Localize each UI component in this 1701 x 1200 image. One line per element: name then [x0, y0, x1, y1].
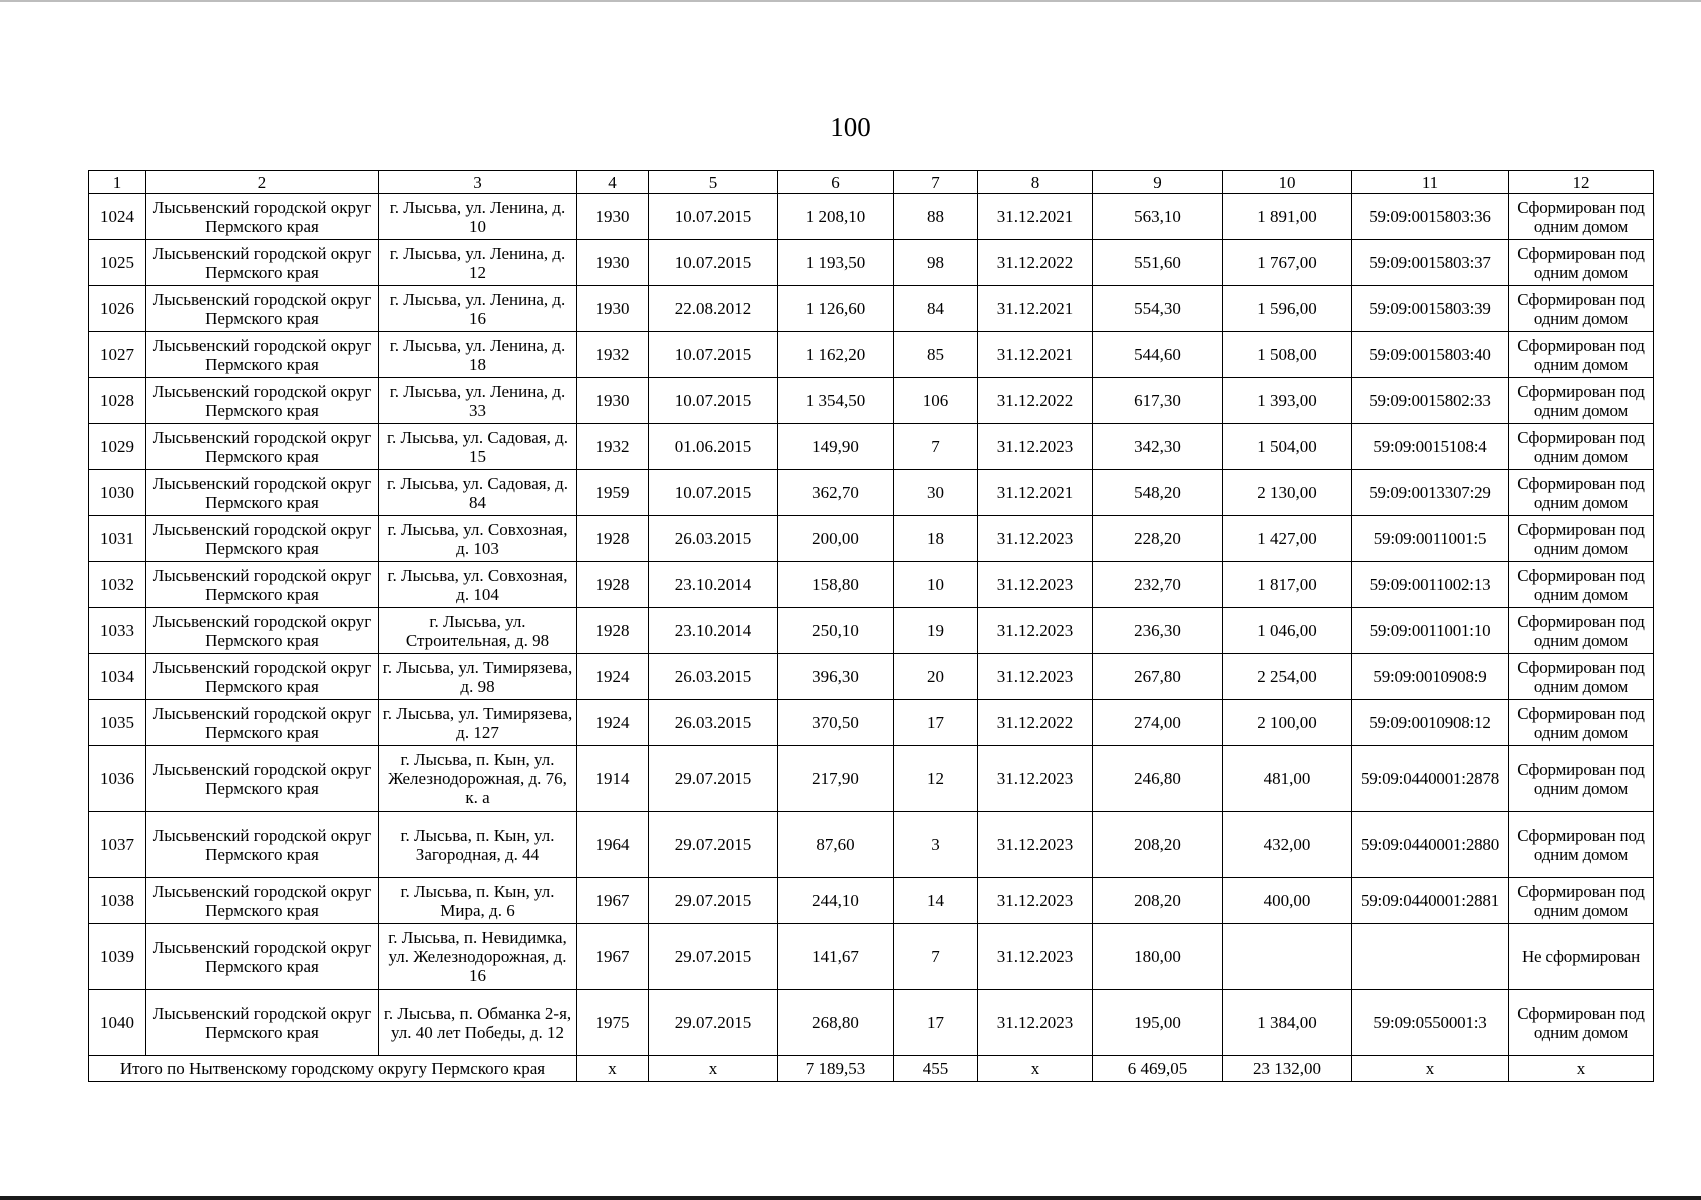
municipality-cell: Лысьвенский городской округ Пермского края: [146, 746, 379, 812]
table-row: [89, 332, 1654, 378]
plot-status-cell: Сформирован под одним домом: [1509, 700, 1654, 746]
row-number-cell: 1024: [89, 194, 146, 240]
cadastral-number-cell: 59:09:0010908:9: [1352, 654, 1509, 700]
living-area-cell: 141,67: [778, 924, 894, 990]
page-number: 100: [830, 112, 871, 142]
recognition-date-cell: 10.07.2015: [649, 194, 778, 240]
municipality-cell: Лысьвенский городской округ Пермского края: [146, 654, 379, 700]
total-land-area: 6 469,05: [1093, 1056, 1223, 1082]
recognition-date-cell: 26.03.2015: [649, 654, 778, 700]
year-built-cell: 1959: [577, 470, 649, 516]
resettlement-deadline-cell: 31.12.2023: [978, 608, 1093, 654]
address-cell: г. Лысьва, ул. Совхозная, д. 103: [379, 516, 577, 562]
table-row: [89, 286, 1654, 332]
recognition-date-cell: 23.10.2014: [649, 562, 778, 608]
resettlement-deadline-cell: 31.12.2023: [978, 812, 1093, 878]
resettlement-deadline-cell: 31.12.2023: [978, 562, 1093, 608]
municipality-cell: Лысьвенский городской округ Пермского края: [146, 562, 379, 608]
year-built-cell: 1967: [577, 924, 649, 990]
row-number-cell: 1025: [89, 240, 146, 286]
resettlement-deadline-cell: 31.12.2023: [978, 990, 1093, 1056]
year-built-cell: 1930: [577, 378, 649, 424]
plot-status-cell: Сформирован под одним домом: [1509, 470, 1654, 516]
total-status: х: [1509, 1056, 1654, 1082]
cadastral-number-cell: 59:09:0015108:4: [1352, 424, 1509, 470]
table-row: [89, 654, 1654, 700]
address-cell: г. Лысьва, ул. Садовая, д. 84: [379, 470, 577, 516]
row-number-cell: 1039: [89, 924, 146, 990]
row-number-cell: 1026: [89, 286, 146, 332]
header-cell: 7: [894, 171, 978, 194]
year-built-cell: 1964: [577, 812, 649, 878]
recognition-date-cell: 26.03.2015: [649, 700, 778, 746]
plot-status-cell: Не сформирован: [1509, 924, 1654, 990]
residents-count-cell: 7: [894, 924, 978, 990]
municipality-cell: Лысьвенский городской округ Пермского края: [146, 516, 379, 562]
header-cell: 1: [89, 171, 146, 194]
total-area: 7 189,53: [778, 1056, 894, 1082]
row-number-cell: 1029: [89, 424, 146, 470]
municipality-cell: Лысьвенский городской округ Пермского края: [146, 240, 379, 286]
address-cell: г. Лысьва, ул. Строительная, д. 98: [379, 608, 577, 654]
living-area-cell: 1 208,10: [778, 194, 894, 240]
living-area-cell: 370,50: [778, 700, 894, 746]
residents-count-cell: 18: [894, 516, 978, 562]
header-cell: 12: [1509, 171, 1654, 194]
residents-count-cell: 17: [894, 700, 978, 746]
plot-status-cell: Сформирован под одним домом: [1509, 194, 1654, 240]
table-row: [89, 878, 1654, 924]
header-cell: 9: [1093, 171, 1223, 194]
row-number-cell: 1030: [89, 470, 146, 516]
cadastral-number-cell: 59:09:0440001:2881: [1352, 878, 1509, 924]
table-row: [89, 378, 1654, 424]
year-built-cell: 1930: [577, 240, 649, 286]
residents-count-cell: 84: [894, 286, 978, 332]
residents-count-cell: 19: [894, 608, 978, 654]
plot-area-cell: 1 427,00: [1223, 516, 1352, 562]
table-row: [89, 924, 1654, 990]
residents-count-cell: 14: [894, 878, 978, 924]
land-area-cell: 548,20: [1093, 470, 1223, 516]
plot-status-cell: Сформирован под одним домом: [1509, 812, 1654, 878]
year-built-cell: 1967: [577, 878, 649, 924]
cadastral-number-cell: [1352, 924, 1509, 990]
address-cell: г. Лысьва, п. Кын, ул. Мира, д. 6: [379, 878, 577, 924]
table-row: [89, 194, 1654, 240]
address-cell: г. Лысьва, п. Кын, ул. Загородная, д. 44: [379, 812, 577, 878]
table-row: [89, 424, 1654, 470]
plot-status-cell: Сформирован под одним домом: [1509, 746, 1654, 812]
header-cell: 4: [577, 171, 649, 194]
recognition-date-cell: 22.08.2012: [649, 286, 778, 332]
land-area-cell: 563,10: [1093, 194, 1223, 240]
year-built-cell: 1930: [577, 286, 649, 332]
year-built-cell: 1928: [577, 516, 649, 562]
plot-area-cell: [1223, 924, 1352, 990]
cadastral-number-cell: 59:09:0011001:10: [1352, 608, 1509, 654]
total-plot-area: 23 132,00: [1223, 1056, 1352, 1082]
plot-area-cell: 1 384,00: [1223, 990, 1352, 1056]
address-cell: г. Лысьва, ул. Тимирязева, д. 98: [379, 654, 577, 700]
year-built-cell: 1930: [577, 194, 649, 240]
resettlement-deadline-cell: 31.12.2023: [978, 746, 1093, 812]
resettlement-deadline-cell: 31.12.2023: [978, 516, 1093, 562]
recognition-date-cell: 10.07.2015: [649, 470, 778, 516]
plot-area-cell: 1 508,00: [1223, 332, 1352, 378]
year-built-cell: 1924: [577, 654, 649, 700]
row-number-cell: 1027: [89, 332, 146, 378]
residents-count-cell: 17: [894, 990, 978, 1056]
plot-area-cell: 1 817,00: [1223, 562, 1352, 608]
living-area-cell: 396,30: [778, 654, 894, 700]
plot-area-cell: 1 504,00: [1223, 424, 1352, 470]
living-area-cell: 200,00: [778, 516, 894, 562]
row-number-cell: 1033: [89, 608, 146, 654]
column-number-header-row: [89, 171, 1654, 194]
cadastral-number-cell: 59:09:0010908:12: [1352, 700, 1509, 746]
header-cell: 2: [146, 171, 379, 194]
table-row: [89, 812, 1654, 878]
residents-count-cell: 7: [894, 424, 978, 470]
address-cell: г. Лысьва, п. Невидимка, ул. Железнодорожная, д. 16: [379, 924, 577, 990]
cadastral-number-cell: 59:09:0011002:13: [1352, 562, 1509, 608]
total-cadastral: х: [1352, 1056, 1509, 1082]
recognition-date-cell: 10.07.2015: [649, 332, 778, 378]
plot-area-cell: 1 046,00: [1223, 608, 1352, 654]
plot-area-cell: 2 130,00: [1223, 470, 1352, 516]
plot-status-cell: Сформирован под одним домом: [1509, 878, 1654, 924]
municipality-cell: Лысьвенский городской округ Пермского края: [146, 194, 379, 240]
total-year: х: [577, 1056, 649, 1082]
plot-area-cell: 1 596,00: [1223, 286, 1352, 332]
land-area-cell: 208,20: [1093, 878, 1223, 924]
plot-status-cell: Сформирован под одним домом: [1509, 990, 1654, 1056]
address-cell: г. Лысьва, ул. Ленина, д. 12: [379, 240, 577, 286]
plot-area-cell: 400,00: [1223, 878, 1352, 924]
recognition-date-cell: 10.07.2015: [649, 240, 778, 286]
bottom-scan-border: [0, 1196, 1701, 1200]
plot-area-cell: 2 254,00: [1223, 654, 1352, 700]
cadastral-number-cell: 59:09:0440001:2880: [1352, 812, 1509, 878]
municipality-cell: Лысьвенский городской округ Пермского края: [146, 470, 379, 516]
address-cell: г. Лысьва, ул. Ленина, д. 18: [379, 332, 577, 378]
plot-status-cell: Сформирован под одним домом: [1509, 654, 1654, 700]
recognition-date-cell: 29.07.2015: [649, 812, 778, 878]
municipality-cell: Лысьвенский городской округ Пермского края: [146, 812, 379, 878]
residents-count-cell: 12: [894, 746, 978, 812]
row-number-cell: 1031: [89, 516, 146, 562]
municipality-cell: Лысьвенский городской округ Пермского края: [146, 990, 379, 1056]
residents-count-cell: 30: [894, 470, 978, 516]
residents-count-cell: 98: [894, 240, 978, 286]
register-body: [89, 194, 1654, 1082]
resettlement-deadline-cell: 31.12.2021: [978, 286, 1093, 332]
plot-area-cell: 1 393,00: [1223, 378, 1352, 424]
cadastral-number-cell: 59:09:0015803:37: [1352, 240, 1509, 286]
residents-count-cell: 85: [894, 332, 978, 378]
residents-count-cell: 106: [894, 378, 978, 424]
cadastral-number-cell: 59:09:0015802:33: [1352, 378, 1509, 424]
header-cell: 5: [649, 171, 778, 194]
header-cell: 10: [1223, 171, 1352, 194]
plot-area-cell: 481,00: [1223, 746, 1352, 812]
land-area-cell: 232,70: [1093, 562, 1223, 608]
recognition-date-cell: 26.03.2015: [649, 516, 778, 562]
living-area-cell: 87,60: [778, 812, 894, 878]
living-area-cell: 217,90: [778, 746, 894, 812]
resettlement-deadline-cell: 31.12.2022: [978, 240, 1093, 286]
land-area-cell: 544,60: [1093, 332, 1223, 378]
year-built-cell: 1924: [577, 700, 649, 746]
municipality-cell: Лысьвенский городской округ Пермского края: [146, 700, 379, 746]
plot-status-cell: Сформирован под одним домом: [1509, 332, 1654, 378]
plot-status-cell: Сформирован под одним домом: [1509, 516, 1654, 562]
resettlement-deadline-cell: 31.12.2023: [978, 424, 1093, 470]
address-cell: г. Лысьва, п. Кын, ул. Железнодорожная, д. 76, к. а: [379, 746, 577, 812]
resettlement-deadline-cell: 31.12.2023: [978, 878, 1093, 924]
address-cell: г. Лысьва, п. Обманка 2-я, ул. 40 лет Победы, д. 12: [379, 990, 577, 1056]
plot-area-cell: 1 767,00: [1223, 240, 1352, 286]
recognition-date-cell: 29.07.2015: [649, 878, 778, 924]
total-row: [89, 1056, 1654, 1082]
resettlement-deadline-cell: 31.12.2023: [978, 924, 1093, 990]
residents-count-cell: 10: [894, 562, 978, 608]
cadastral-number-cell: 59:09:0011001:5: [1352, 516, 1509, 562]
row-number-cell: 1035: [89, 700, 146, 746]
row-number-cell: 1036: [89, 746, 146, 812]
table-row: [89, 608, 1654, 654]
municipality-cell: Лысьвенский городской округ Пермского края: [146, 878, 379, 924]
resettlement-deadline-cell: 31.12.2022: [978, 378, 1093, 424]
recognition-date-cell: 10.07.2015: [649, 378, 778, 424]
recognition-date-cell: 01.06.2015: [649, 424, 778, 470]
living-area-cell: 250,10: [778, 608, 894, 654]
recognition-date-cell: 23.10.2014: [649, 608, 778, 654]
municipality-cell: Лысьвенский городской округ Пермского края: [146, 608, 379, 654]
top-scan-border: [0, 0, 1701, 2]
cadastral-number-cell: 59:09:0015803:40: [1352, 332, 1509, 378]
plot-area-cell: 432,00: [1223, 812, 1352, 878]
year-built-cell: 1975: [577, 990, 649, 1056]
recognition-date-cell: 29.07.2015: [649, 746, 778, 812]
residents-count-cell: 3: [894, 812, 978, 878]
living-area-cell: 1 126,60: [778, 286, 894, 332]
land-area-cell: 267,80: [1093, 654, 1223, 700]
living-area-cell: 1 354,50: [778, 378, 894, 424]
cadastral-number-cell: 59:09:0015803:36: [1352, 194, 1509, 240]
living-area-cell: 1 162,20: [778, 332, 894, 378]
row-number-cell: 1038: [89, 878, 146, 924]
recognition-date-cell: 29.07.2015: [649, 924, 778, 990]
resettlement-deadline-cell: 31.12.2021: [978, 194, 1093, 240]
municipality-cell: Лысьвенский городской округ Пермского края: [146, 424, 379, 470]
plot-status-cell: Сформирован под одним домом: [1509, 240, 1654, 286]
year-built-cell: 1932: [577, 332, 649, 378]
plot-status-cell: Сформирован под одним домом: [1509, 562, 1654, 608]
living-area-cell: 268,80: [778, 990, 894, 1056]
municipality-cell: Лысьвенский городской округ Пермского края: [146, 378, 379, 424]
cadastral-number-cell: 59:09:0013307:29: [1352, 470, 1509, 516]
year-built-cell: 1914: [577, 746, 649, 812]
row-number-cell: 1037: [89, 812, 146, 878]
residents-count-cell: 88: [894, 194, 978, 240]
plot-status-cell: Сформирован под одним домом: [1509, 424, 1654, 470]
plot-status-cell: Сформирован под одним домом: [1509, 286, 1654, 332]
row-number-cell: 1028: [89, 378, 146, 424]
recognition-date-cell: 29.07.2015: [649, 990, 778, 1056]
living-area-cell: 362,70: [778, 470, 894, 516]
land-area-cell: 236,30: [1093, 608, 1223, 654]
resettlement-deadline-cell: 31.12.2022: [978, 700, 1093, 746]
address-cell: г. Лысьва, ул. Ленина, д. 16: [379, 286, 577, 332]
resettlement-deadline-cell: 31.12.2023: [978, 654, 1093, 700]
living-area-cell: 149,90: [778, 424, 894, 470]
header-cell: 8: [978, 171, 1093, 194]
row-number-cell: 1034: [89, 654, 146, 700]
table-row: [89, 562, 1654, 608]
residents-count-cell: 20: [894, 654, 978, 700]
address-cell: г. Лысьва, ул. Совхозная, д. 104: [379, 562, 577, 608]
land-area-cell: 274,00: [1093, 700, 1223, 746]
housing-register-table: [88, 170, 1654, 1082]
total-deadline: х: [978, 1056, 1093, 1082]
living-area-cell: 158,80: [778, 562, 894, 608]
year-built-cell: 1928: [577, 562, 649, 608]
total-residents: 455: [894, 1056, 978, 1082]
land-area-cell: 617,30: [1093, 378, 1223, 424]
municipality-cell: Лысьвенский городской округ Пермского края: [146, 924, 379, 990]
table-row: [89, 470, 1654, 516]
total-label: Итого по Нытвенскому городскому округу Пермского края: [89, 1056, 577, 1082]
plot-status-cell: Сформирован под одним домом: [1509, 378, 1654, 424]
table-row: [89, 990, 1654, 1056]
table-row: [89, 240, 1654, 286]
plot-area-cell: 1 891,00: [1223, 194, 1352, 240]
land-area-cell: 342,30: [1093, 424, 1223, 470]
table-row: [89, 700, 1654, 746]
address-cell: г. Лысьва, ул. Садовая, д. 15: [379, 424, 577, 470]
resettlement-deadline-cell: 31.12.2021: [978, 332, 1093, 378]
year-built-cell: 1932: [577, 424, 649, 470]
row-number-cell: 1040: [89, 990, 146, 1056]
header-cell: 11: [1352, 171, 1509, 194]
header-cell: 3: [379, 171, 577, 194]
row-number-cell: 1032: [89, 562, 146, 608]
address-cell: г. Лысьва, ул. Ленина, д. 33: [379, 378, 577, 424]
cadastral-number-cell: 59:09:0015803:39: [1352, 286, 1509, 332]
living-area-cell: 1 193,50: [778, 240, 894, 286]
cadastral-number-cell: 59:09:0440001:2878: [1352, 746, 1509, 812]
address-cell: г. Лысьва, ул. Ленина, д. 10: [379, 194, 577, 240]
living-area-cell: 244,10: [778, 878, 894, 924]
table-row: [89, 746, 1654, 812]
land-area-cell: 228,20: [1093, 516, 1223, 562]
land-area-cell: 246,80: [1093, 746, 1223, 812]
header-cell: 6: [778, 171, 894, 194]
land-area-cell: 208,20: [1093, 812, 1223, 878]
land-area-cell: 551,60: [1093, 240, 1223, 286]
plot-area-cell: 2 100,00: [1223, 700, 1352, 746]
year-built-cell: 1928: [577, 608, 649, 654]
total-date: х: [649, 1056, 778, 1082]
land-area-cell: 180,00: [1093, 924, 1223, 990]
resettlement-deadline-cell: 31.12.2021: [978, 470, 1093, 516]
cadastral-number-cell: 59:09:0550001:3: [1352, 990, 1509, 1056]
municipality-cell: Лысьвенский городской округ Пермского края: [146, 332, 379, 378]
address-cell: г. Лысьва, ул. Тимирязева, д. 127: [379, 700, 577, 746]
land-area-cell: 554,30: [1093, 286, 1223, 332]
municipality-cell: Лысьвенский городской округ Пермского края: [146, 286, 379, 332]
plot-status-cell: Сформирован под одним домом: [1509, 608, 1654, 654]
table-row: [89, 516, 1654, 562]
land-area-cell: 195,00: [1093, 990, 1223, 1056]
